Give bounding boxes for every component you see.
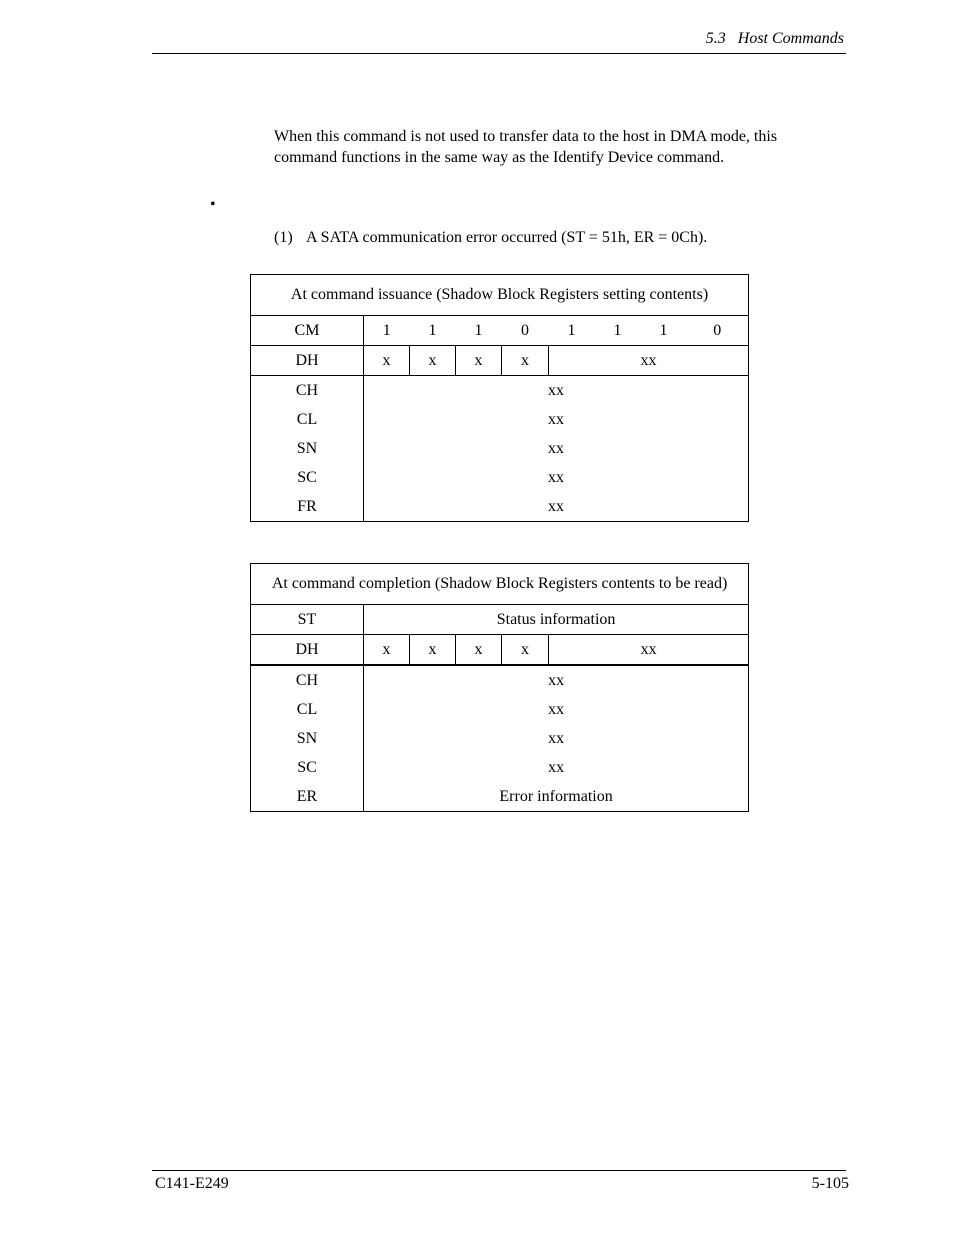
bit-cell: 1: [456, 316, 502, 346]
register-value: xx: [364, 434, 749, 463]
register-value: xx: [364, 405, 749, 434]
bit-cell: x: [456, 346, 502, 376]
register-label: SN: [251, 434, 364, 463]
header-rule: [152, 53, 846, 54]
register-value: xx: [364, 463, 749, 492]
bit-cell: x: [410, 635, 456, 666]
bit-cell: x: [364, 635, 410, 666]
register-value: xx: [364, 724, 749, 753]
register-label: ST: [251, 605, 364, 635]
footer-rule: [152, 1170, 846, 1171]
item-number: (1): [274, 229, 293, 246]
running-header: 5.3 Host Commands: [705, 30, 844, 47]
bit-cell: x: [410, 346, 456, 376]
bit-cell: 1: [641, 316, 687, 346]
register-label: FR: [251, 492, 364, 522]
register-label: ER: [251, 782, 364, 812]
bullet-marker: •: [210, 196, 216, 213]
bit-cell: 1: [364, 316, 410, 346]
register-label: CL: [251, 695, 364, 724]
dh-rest-cell: xx: [549, 346, 749, 376]
bit-cell: x: [456, 635, 502, 666]
bit-cell: x: [502, 346, 549, 376]
bit-cell: 0: [687, 316, 749, 346]
bit-cell: 1: [595, 316, 641, 346]
register-value: Status information: [364, 605, 749, 635]
register-label: SN: [251, 724, 364, 753]
table-title: At command issuance (Shadow Block Registers setting contents): [251, 275, 749, 316]
bit-cell: 1: [549, 316, 595, 346]
dh-rest-cell: xx: [549, 635, 749, 666]
register-label: DH: [251, 635, 364, 666]
page-number: 5-105: [811, 1175, 849, 1192]
register-value: Error information: [364, 782, 749, 812]
document-id: C141-E249: [155, 1175, 229, 1192]
register-label: CM: [251, 316, 364, 346]
issuance-register-table: [250, 274, 749, 522]
register-label: SC: [251, 463, 364, 492]
bit-cell: x: [502, 635, 549, 666]
bit-cell: 1: [410, 316, 456, 346]
bit-cell: x: [364, 346, 410, 376]
table-title: At command completion (Shadow Block Registers contents to be read): [251, 564, 749, 605]
item-text: A SATA communication error occurred (ST = 51h, ER = 0Ch).: [306, 229, 708, 246]
register-label: SC: [251, 753, 364, 782]
register-value: xx: [364, 376, 749, 406]
list-item: [274, 229, 707, 247]
bit-cell: 0: [502, 316, 549, 346]
register-value: xx: [364, 695, 749, 724]
body-paragraph: When this command is not used to transfer data to the host in DMA mode, this command functions in the same way as the Identify Device command.: [274, 128, 778, 166]
register-value: xx: [364, 492, 749, 522]
register-value: xx: [364, 665, 749, 695]
register-label: CH: [251, 665, 364, 695]
register-label: CL: [251, 405, 364, 434]
completion-register-table: [250, 563, 749, 812]
register-value: xx: [364, 753, 749, 782]
register-label: CH: [251, 376, 364, 406]
register-label: DH: [251, 346, 364, 376]
